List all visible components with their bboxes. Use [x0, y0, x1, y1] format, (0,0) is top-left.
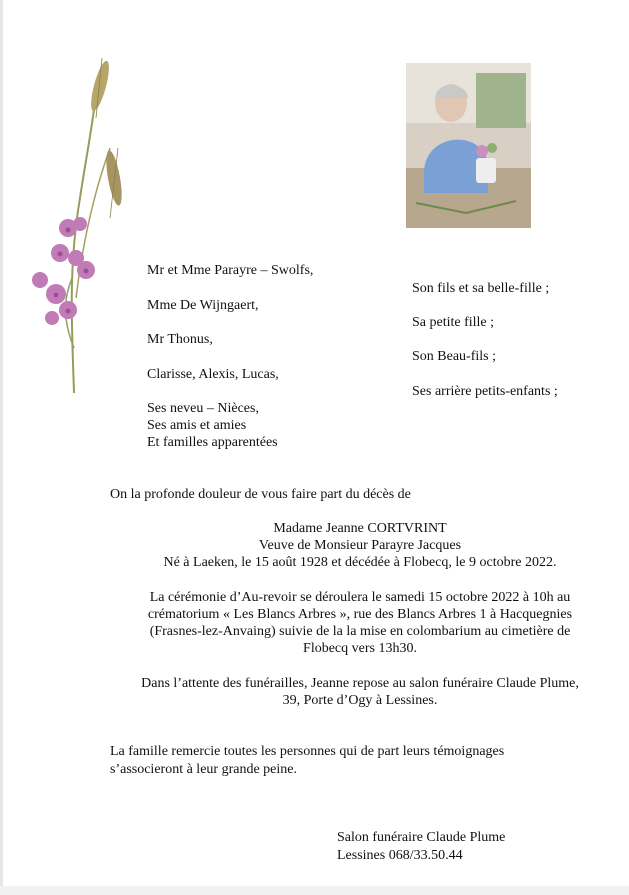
page-bottom-border	[0, 886, 629, 895]
funeral-home-line-2: 39, Porte d’Ogy à Lessines.	[282, 693, 438, 708]
family-right-2: Sa petite fille ;	[412, 315, 495, 330]
flower-illustration	[22, 48, 134, 408]
family-right-1: Son fils et sa belle-fille ;	[412, 281, 550, 296]
signature-phone: Lessines 068/33.50.44	[337, 848, 463, 863]
family-left-3: Mr Thonus,	[147, 332, 213, 347]
family-left-5: Ses neveu – Nièces,	[147, 401, 259, 416]
thanks-line-1: La famille remercie toutes les personnes qui de part leurs témoignages	[110, 744, 505, 759]
deceased-widow-of: Veuve de Monsieur Parayre Jacques	[258, 538, 462, 553]
family-left-4: Clarisse, Alexis, Lucas,	[147, 367, 279, 382]
page-left-border	[0, 0, 3, 895]
family-left-6: Ses amis et amies	[147, 418, 247, 433]
ceremony-line-4: Flobecq vers 13h30.	[303, 641, 417, 656]
family-left-1: Mr et Mme Parayre – Swolfs,	[147, 263, 314, 278]
ceremony-line-2: crématorium « Les Blancs Arbres », rue des Blancs Arbres 1 à Hacquegnies	[147, 607, 573, 622]
deceased-birth-death: Né à Laeken, le 15 août 1928 et décédée à Flobecq, le 9 octobre 2022.	[163, 555, 557, 570]
portrait-photo	[406, 63, 531, 228]
signature-name: Salon funéraire Claude Plume	[337, 830, 506, 845]
family-left-7: Et familles apparentées	[147, 435, 278, 450]
thanks-line-2: s’associeront à leur grande peine.	[110, 762, 297, 777]
ceremony-line-3: (Frasnes-lez-Anvaing) suivie de la la mise en colombarium au cimetière de	[149, 624, 571, 639]
family-right-4: Ses arrière petits-enfants ;	[412, 384, 558, 399]
announcement-line: On la profonde douleur de vous faire part du décès de	[110, 487, 411, 502]
family-left-2: Mme De Wijngaert,	[147, 298, 259, 313]
funeral-home-line-1: Dans l’attente des funérailles, Jeanne repose au salon funéraire Claude Plume,	[141, 676, 579, 691]
deceased-name: Madame Jeanne CORTVRINT	[273, 521, 447, 536]
family-right-3: Son Beau-fils ;	[412, 349, 496, 364]
ceremony-line-1: La cérémonie d’Au-revoir se déroulera le samedi 15 octobre 2022 à 10h au	[149, 590, 571, 605]
